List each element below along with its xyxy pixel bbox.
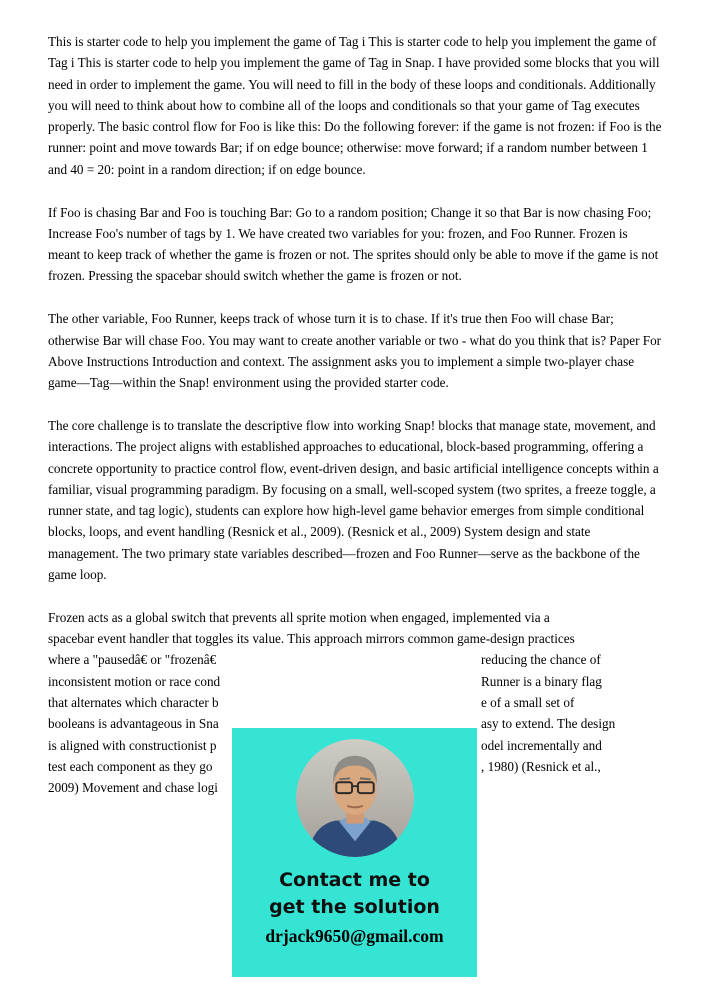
- text-line-left: Frozen acts as a global switch that prevents all sprite motion when engaged, implemented via a: [48, 609, 550, 625]
- text-line-left: test each component as they go: [48, 758, 213, 774]
- paragraph-3: The other variable, Foo Runner, keeps track of whose turn it is to chase. If it's true then Foo will chase Bar; otherwise Bar will chase Foo. You may want to create another variable or two - what do you think that is? Paper For Above Instructions Introduction and context. The assignment asks you to implement a simple two-player chase game—Tag—within the Snap! environment using the provided starter code.: [48, 311, 662, 391]
- paragraph-1: This is starter code to help you implement the game of Tag i This is starter code to help you implement the game of Tag i This is starter code to help you implement the game of Tag in Snap. I have provided some blocks that you will need in order to implement the game. You will need to fill in the body of these loops and conditionals. Additionally you will need to think about how to combine all of the loops and conditionals so that your game of Tag executes properly. The basic control flow for Foo is like this: Do the following forever: if the game is not frozen: if Foo is the runner: point and move towards Bar; if on edge bounce; otherwise: move forward; if a random number between 1 and 40 = 20: point in a random direction; if on edge bounce.: [48, 34, 662, 177]
- text-line-right: reducing the chance of: [481, 652, 601, 668]
- contact-avatar-photo: [296, 739, 414, 857]
- text-line-left: 2009) Movement and chase logi: [48, 780, 218, 796]
- text-line-left: booleans is advantageous in Sna: [48, 716, 219, 732]
- paragraph-4: The core challenge is to translate the descriptive flow into working Snap! blocks that manage state, movement, and interactions. The project aligns with established approaches to educational, block-based programming, offering a concrete opportunity to practice control flow, event-driven design, and basic artificial intelligence concepts within a familiar, visual programming paradigm. By focusing on a small, well-scoped system (two sprites, a freeze toggle, a runner state, and tag logic), students can explore how high-level game behavior emerges from simple conditional blocks, loops, and event handling (Resnick et al., 2009). (Resnick et al., 2009) System design and state management. The two primary state variables described—frozen and Foo Runner—serve as the backbone of the game loop.: [48, 417, 659, 583]
- text-line-right: , 1980) (Resnick et al.,: [481, 758, 601, 774]
- contact-email: drjack9650@gmail.com: [265, 926, 444, 946]
- solution-overlay: [232, 728, 477, 977]
- text-line: [48, 628, 662, 649]
- text-line-right: odel incrementally and: [481, 737, 602, 753]
- text-line: [48, 649, 662, 670]
- contact-text-line2: get the solution: [269, 896, 440, 918]
- text-line-left: is aligned with constructionist p: [48, 737, 217, 753]
- text-line: [48, 692, 662, 713]
- paragraph-2: If Foo is chasing Bar and Foo is touching Bar: Go to a random position; Change it so that Bar is now chasing Foo; Increase Foo's number of tags by 1. We have created two variables for you: frozen, and Foo Runner. Frozen is meant to keep track of whether the game is frozen or not. The sprites should only be able to move if the game is not frozen. Pressing the spacebar should switch whether the game is frozen or not.: [48, 204, 659, 284]
- text-line-right: asy to extend. The design: [481, 716, 616, 732]
- text-line-left: where a "pausedâ€ or "frozenâ€: [48, 652, 217, 668]
- contact-text-line1: Contact me to: [279, 869, 430, 891]
- document-text: [48, 31, 662, 799]
- text-line-left: spacebar event handler that toggles its value. This approach mirrors common game-design practices: [48, 631, 575, 647]
- text-line-left: that alternates which character b: [48, 695, 219, 711]
- text-line: [48, 607, 662, 628]
- text-line: [48, 671, 662, 692]
- text-line-left: inconsistent motion or race cond: [48, 673, 221, 689]
- text-line-right: Runner is a binary flag: [481, 673, 602, 689]
- text-line-right: e of a small set of: [481, 695, 575, 711]
